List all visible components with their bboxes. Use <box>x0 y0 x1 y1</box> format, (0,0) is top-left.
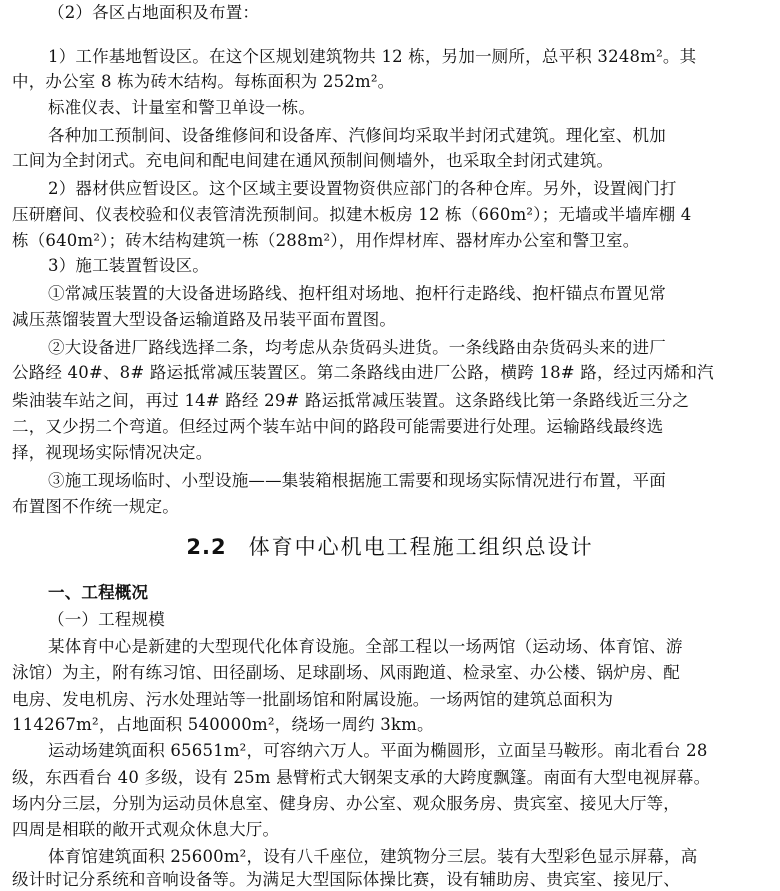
text-line: （2）各区占地面积及布置： <box>48 3 260 22</box>
text-line: 电房、发电机房、污水处理站等一批副场馆和附属设施。一场两馆的建筑总面积为 <box>12 690 614 709</box>
text-line: 柴油装车站之间，再过 14# 路经 29# 路运抵常减压装置。这条路线比第一条路线近三分之 <box>12 391 690 410</box>
text-line: 级，东西看台 40 多级，设有 25m 悬臂桁式大钢架支承的大跨度飘篷。南面有大型电视屏幕。 <box>12 768 711 787</box>
text-line: 各种加工预制间、设备维修间和设备库、汽修间均采取半封闭式建筑。理化室、机加 <box>48 126 666 145</box>
text-line: 工间为全封闭式。充电间和配电间建在通风预制间侧墙外，也采取全封闭式建筑。 <box>12 151 614 170</box>
text-line: 某体育中心是新建的大型现代化体育设施。全部工程以一场两馆（运动场、体育馆、游 <box>48 637 683 656</box>
text-line: 2）器材供应暂设区。这个区域主要设置物资供应部门的各种仓库。另外，设置阀门打 <box>48 179 677 198</box>
subsection-heading: （一）工程规模 <box>48 610 165 629</box>
text-line: 场内分三层，分别为运动员休息室、健身房、办公室、观众服务房、贵宾室、接见大厅等， <box>12 794 680 813</box>
text-line: 中，办公室 8 栋为砖木结构。每栋面积为 252m²。 <box>12 72 395 91</box>
text-line: 114267m²，占地面积 540000m²，绕场一周约 3km。 <box>12 715 434 734</box>
text-line: 二，又少拐二个弯道。但经过两个装车站中间的路段可能需要进行处理。运输路线最终选 <box>12 417 664 436</box>
text-line: ①常减压装置的大设备进场路线、抱杆组对场地、抱杆行走路线、抱杆锚点布置见常 <box>48 284 666 303</box>
text-line: ②大设备进厂路线选择二条，均考虑从杂货码头进货。一条线路由杂货码头来的进厂 <box>48 338 666 357</box>
text-line: 四周是相联的敞开式观众休息大厅。 <box>12 820 280 839</box>
text-line: 泳馆）为主，附有练习馆、田径副场、足球副场、风雨跑道、检录室、办公楼、锅炉房、配 <box>12 663 680 682</box>
text-line: 体育馆建筑面积 25600m²，设有八千座位，建筑物分三层。装有大型彩色显示屏幕，高 <box>48 847 698 866</box>
text-line: ③施工现场临时、小型设施——集装箱根据施工需要和现场实际情况进行布置，平面 <box>48 471 666 490</box>
section-title: 体育中心机电工程施工组织总设计 <box>248 535 594 559</box>
text-line: 3）施工装置暂设区。 <box>48 256 209 275</box>
text-line: 减压蒸馏装置大型设备运输道路及吊装平面布置图。 <box>12 310 397 329</box>
text-line: 标准仪表、计量室和警卫单设一栋。 <box>48 98 316 117</box>
text-line: 择，视现场实际情况决定。 <box>12 443 213 462</box>
text-line: 压研磨间、仪表校验和仪表管清洗预制间。拟建木板房 12 栋（660m²）；无墙或半墙库棚 4 <box>12 205 692 224</box>
subsection-heading: 一、工程概况 <box>48 583 149 602</box>
section-number: 2.2 <box>186 535 227 559</box>
text-line: 级计时记分系统和音响设备等。为满足大型国际体操比赛，设有辅助房、贵宾室、接见厅、 <box>12 870 680 889</box>
section-heading <box>0 533 780 561</box>
text-line: 运动场建筑面积 65651m²，可容纳六万人。平面为椭圆形，立面呈马鞍形。南北看台 28 <box>48 741 708 760</box>
text-line: 栋（640m²）；砖木结构建筑一栋（288m²），用作焊材库、器材库办公室和警卫室。 <box>12 231 640 250</box>
text-line: 布置图不作统一规定。 <box>12 497 179 516</box>
text-line: 1）工作基地暂设区。在这个区规划建筑物共 12 栋，另加一厕所，总平积 3248m²。其 <box>48 47 697 66</box>
text-line: 公路经 40#、8# 路运抵常减压装置区。第二条路线由进厂公路，横跨 18# 路，经过丙烯和汽 <box>12 363 714 382</box>
